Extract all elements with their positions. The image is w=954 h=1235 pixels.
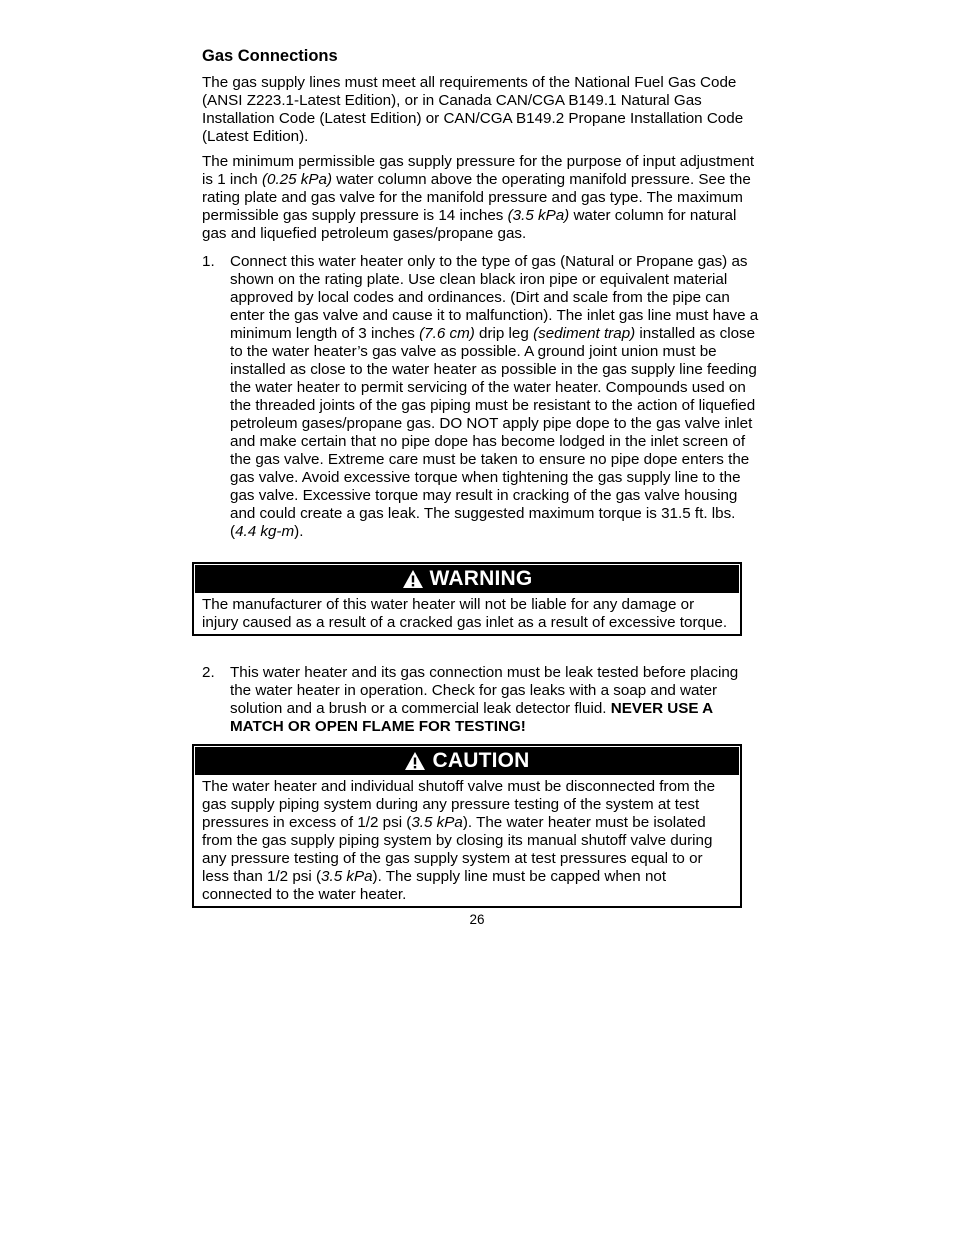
italic-run: 3.5 kPa (321, 868, 373, 885)
caution-text (194, 776, 740, 906)
text-run: installed as close to the water heater’s gas valve as possible. A ground joint union must be installed as close to the water heater as possible in the gas supply line feeding the water heater to permit servicing of the water heater. Compounds used on the threaded joints of the gas piping must be resistant to the action of liquefied petroleum gases/propane gas. DO NOT apply pipe dope to the gas valve inlet and make certain that no pipe dope has become lodged in the inlet screen of the gas valve. Extreme care must be taken to ensure no pipe dope enters the gas valve. Avoid excessive torque when tightening the gas supply line to the gas valve. Excessive torque may result in cracking of the gas valve housing and could create a gas leak. The suggested maximum torque is 31.5 ft. lbs. ( (230, 325, 757, 540)
text-run: drip leg (474, 325, 534, 342)
warning-text: The manufacturer of this water heater will not be liable for any damage or injury caused as a result of a cracked gas inlet as a result of excessive torque. (202, 596, 728, 631)
italic-run: (3.5 kPa) (507, 207, 570, 224)
text-run: The minimum permissible gas supply pressure for the purpose of input adjustment is 1 inch (202, 153, 755, 188)
italic-run: (7.6 cm) (419, 325, 475, 342)
italic-run: 3.5 kPa (411, 814, 463, 831)
italic-run: (0.25 kPa) (261, 171, 333, 188)
section-heading: Gas Connections (202, 47, 338, 65)
bold-run: NEVER USE A MATCH OR OPEN FLAME FOR TESTING! (230, 700, 713, 735)
text-run: ). (294, 523, 304, 540)
warning-box (192, 562, 742, 636)
caution-header (195, 747, 739, 775)
text-run: The water heater and individual shutoff valve must be disconnected from the gas supply piping system during any pressure testing of the system at test pressures in excess of 1/2 psi ( (202, 778, 716, 831)
text-run: ). The water heater must be isolated from the gas supply piping system by closing its manual shutoff valve during any pressure testing of the gas supply system at test pressures equal to or less than 1/2 psi ( (202, 814, 713, 885)
warning-triangle-icon (402, 569, 424, 589)
text-run: ). The supply line must be capped when not connected to the water heater. (202, 868, 667, 903)
text-run: This water heater and its gas connection must be leak tested before placing the water heater in operation. Check for gas leaks with a soap and water solution and a brush or a commercial leak detector fluid. (230, 664, 739, 717)
code-requirements-paragraph: The gas supply lines must meet all requirements of the National Fuel Gas Code (ANSI Z223.1-Latest Edition), or in Canada CAN/CGA B149.1 Natural Gas Installation Code (Latest Edition) or CAN/CGA B149.2 Propane Installation Code (Latest Edition). (202, 74, 744, 145)
list-number: 1. (202, 253, 215, 270)
list-number: 2. (202, 664, 215, 681)
page-number: 26 (469, 912, 485, 927)
caution-box (192, 744, 742, 908)
supply-pressure-paragraph (202, 153, 762, 243)
italic-run: 4.4 kg-m (235, 523, 295, 540)
text-run: Connect this water heater only to the type of gas (Natural or Propane gas) as shown on the rating plate. Use clean black iron pipe or equivalent material approved by local codes and ordinances. (Dirt and scale from the pipe can enter the gas valve and cause it to malfunction). The inlet gas line must have a minimum length of 3 inches (230, 253, 759, 342)
text-run: water column for natural gas and liquefied petroleum gases/propane gas. (202, 207, 737, 242)
text-run: water column above the operating manifold pressure. See the rating plate and gas valve for the manifold pressure and gas type. The maximum permissible gas supply pressure is 14 inches (202, 171, 751, 224)
warning-header (195, 565, 739, 593)
warning-triangle-icon (404, 751, 426, 771)
warning-title: WARNING (429, 567, 533, 590)
list-item-text (230, 253, 762, 541)
italic-run: (sediment trap) (533, 325, 636, 342)
caution-title: CAUTION (432, 749, 530, 772)
list-item (202, 253, 762, 541)
list-item-text (230, 664, 762, 736)
list-item (202, 664, 762, 736)
